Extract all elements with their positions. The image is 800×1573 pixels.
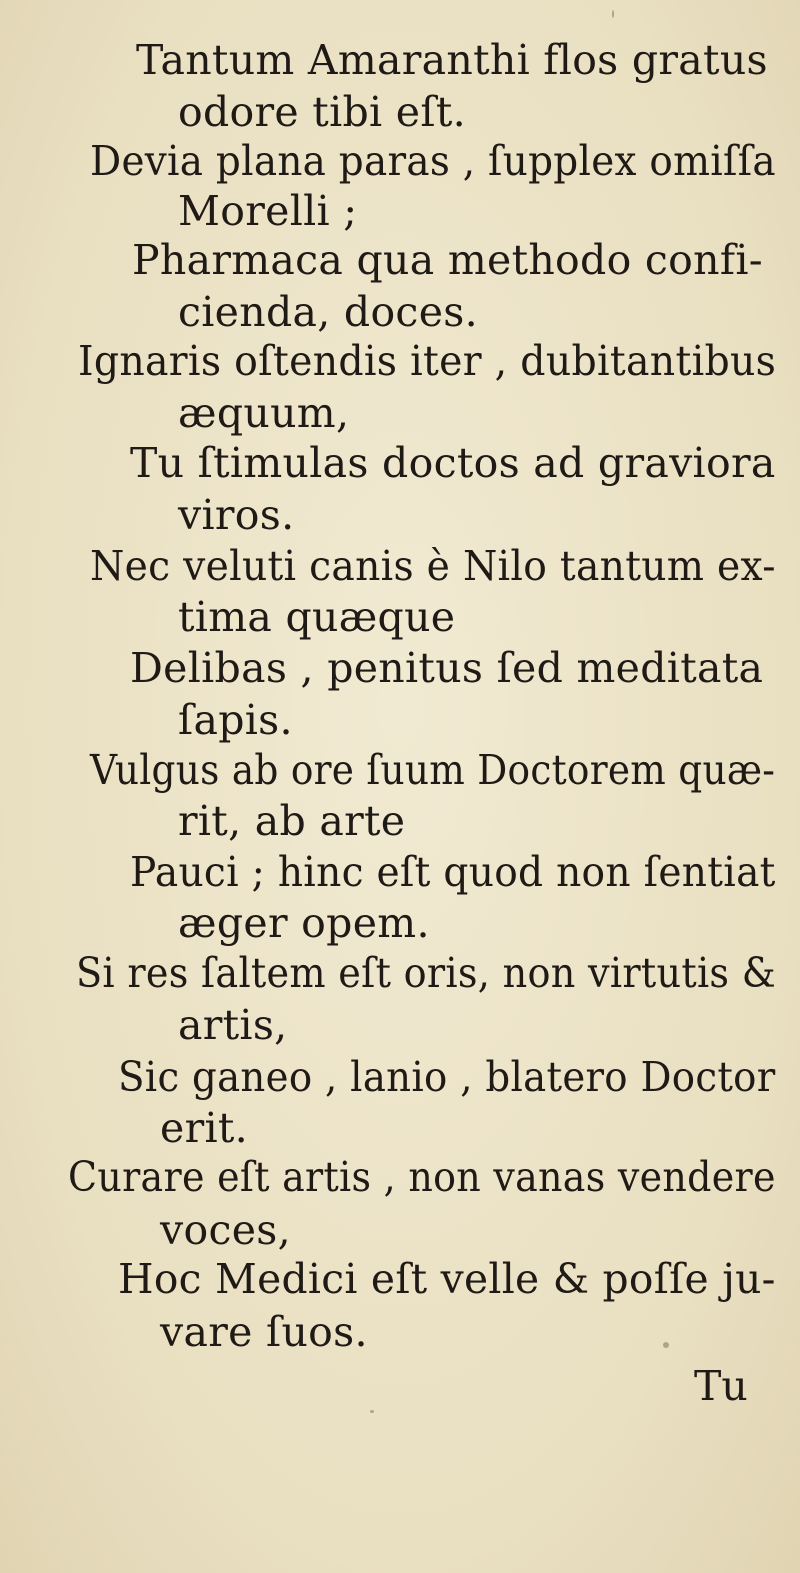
verse-line-24: voces, [160, 1206, 291, 1254]
verse-line-12: tima quæque [178, 593, 456, 641]
verse-line-7: Ignaris oſtendis iter , dubitantibus [78, 337, 777, 385]
paper-speck [612, 10, 614, 18]
verse-line-17: Pauci ; hinc eſt quod non ſentiat [130, 848, 776, 896]
verse-line-19: Si res ſaltem eſt oris, non virtutis & [76, 949, 776, 997]
verse-line-13: Delibas , penitus ſed meditata [130, 644, 764, 692]
paper-speck [370, 1410, 374, 1413]
verse-line-9: Tu ſtimulas doctos ad graviora [130, 439, 776, 487]
catchword: Tu [694, 1362, 748, 1410]
verse-line-6: cienda, doces. [178, 288, 478, 336]
verse-line-23: Curare eſt artis , non vanas vendere [68, 1153, 776, 1201]
paper-speck [663, 1342, 669, 1348]
verse-line-10: viros. [178, 491, 295, 539]
verse-line-26: vare ſuos. [160, 1308, 368, 1356]
verse-line-11: Nec veluti canis è Nilo tantum ex- [90, 542, 776, 590]
verse-line-8: æquum, [178, 389, 350, 437]
verse-line-22: erit. [160, 1104, 248, 1152]
verse-line-18: æger opem. [178, 899, 430, 947]
verse-line-15: Vulgus ab ore ſuum Doctorem quæ- [90, 746, 776, 794]
verse-line-2: odore tibi eſt. [178, 88, 466, 136]
verse-line-14: ſapis. [178, 696, 293, 744]
verse-line-4: Morelli ; [178, 187, 358, 235]
verse-line-25: Hoc Medici eſt velle & poſſe ju- [118, 1255, 776, 1303]
verse-line-21: Sic ganeo , lanio , blatero Doctor [118, 1053, 776, 1101]
verse-line-16: rit, ab arte [178, 797, 406, 845]
verse-line-1: Tantum Amaranthi flos gratus [136, 36, 768, 84]
verse-line-5: Pharmaca qua methodo confi- [132, 236, 763, 284]
verse-line-20: artis, [178, 1001, 288, 1049]
verse-line-3: Devia plana paras , ſupplex omiſſa [90, 137, 776, 185]
